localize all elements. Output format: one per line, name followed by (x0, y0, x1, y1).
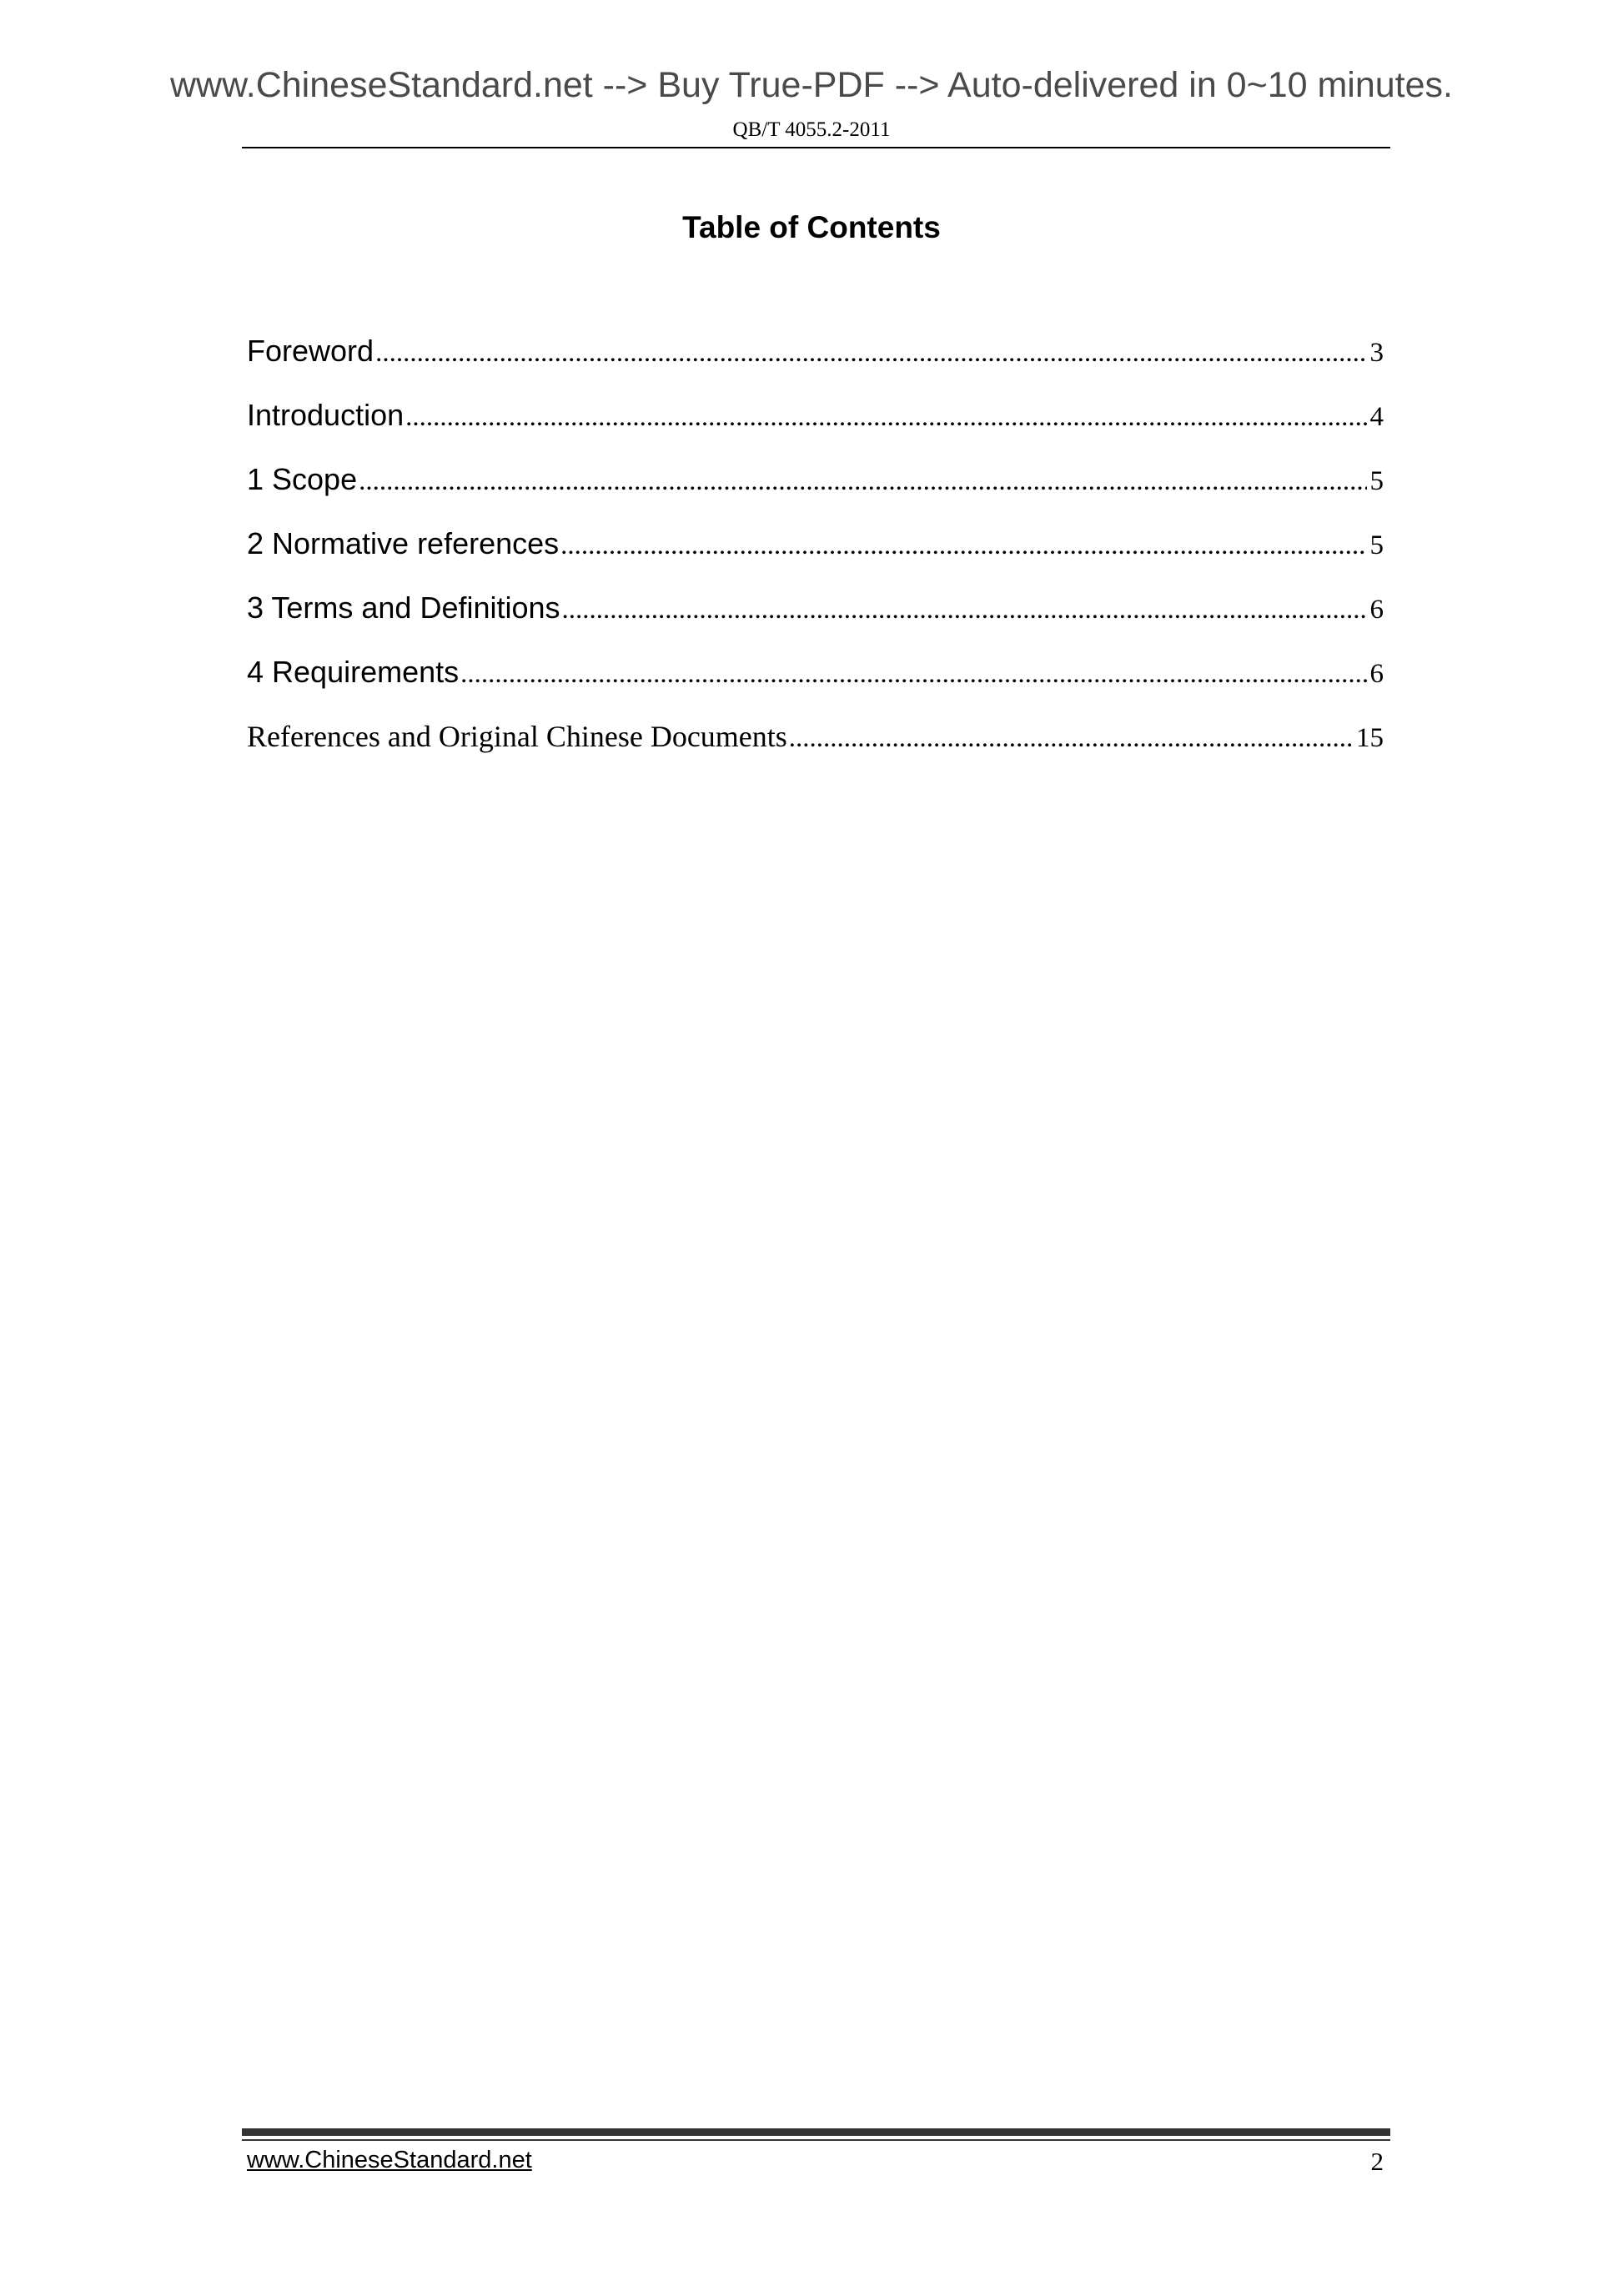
footer-divider-thin (242, 2139, 1390, 2141)
toc-dot-leader (405, 402, 1366, 433)
toc-dot-leader (789, 723, 1353, 754)
toc-dot-leader (560, 530, 1366, 561)
toc-dot-leader (460, 659, 1366, 690)
toc-entry-label: 4 Requirements (247, 655, 460, 689)
toc-entry-page: 5 (1369, 466, 1384, 496)
toc-entry-label: 3 Terms and Definitions (247, 590, 560, 625)
toc-entry-label: 2 Normative references (247, 526, 560, 560)
site-banner: www.ChineseStandard.net --> Buy True-PDF --> Auto-delivered in 0~10 minutes. (169, 65, 1453, 105)
toc-entry-introduction[interactable] (247, 398, 1384, 462)
toc-entry-page: 5 (1369, 530, 1384, 560)
toc-entry-label: 1 Scope (247, 462, 358, 496)
toc-entry-foreword[interactable] (247, 334, 1384, 398)
page-number: 2 (1370, 2147, 1384, 2176)
toc-entry-label: Introduction (247, 398, 404, 432)
toc-entry-label: References and Original Chinese Documents (247, 720, 787, 753)
toc-entry-page: 6 (1369, 595, 1384, 625)
footer-site-link[interactable]: www.ChineseStandard.net (247, 2147, 532, 2173)
toc-dot-leader (375, 338, 1366, 369)
toc-entry-scope[interactable] (247, 462, 1384, 526)
toc-entry-normative-references[interactable] (247, 526, 1384, 590)
toc-entry-page: 4 (1369, 402, 1384, 432)
toc-entry-page: 15 (1356, 723, 1384, 753)
standard-code: QB/T 4055.2-2011 (732, 118, 891, 141)
toc-entry-label: Foreword (247, 334, 374, 368)
toc-entry-terms-and-definitions[interactable] (247, 590, 1384, 655)
toc-list (247, 334, 1384, 783)
toc-entry-requirements[interactable] (247, 655, 1384, 719)
footer-divider-thick (242, 2128, 1390, 2136)
toc-dot-leader (359, 466, 1366, 497)
toc-entry-references-and-original-documents[interactable] (247, 719, 1384, 783)
toc-title: Table of Contents (682, 210, 941, 244)
toc-dot-leader (562, 595, 1367, 625)
header-divider (242, 147, 1390, 148)
toc-entry-page: 6 (1369, 659, 1384, 689)
toc-entry-page: 3 (1369, 338, 1384, 368)
